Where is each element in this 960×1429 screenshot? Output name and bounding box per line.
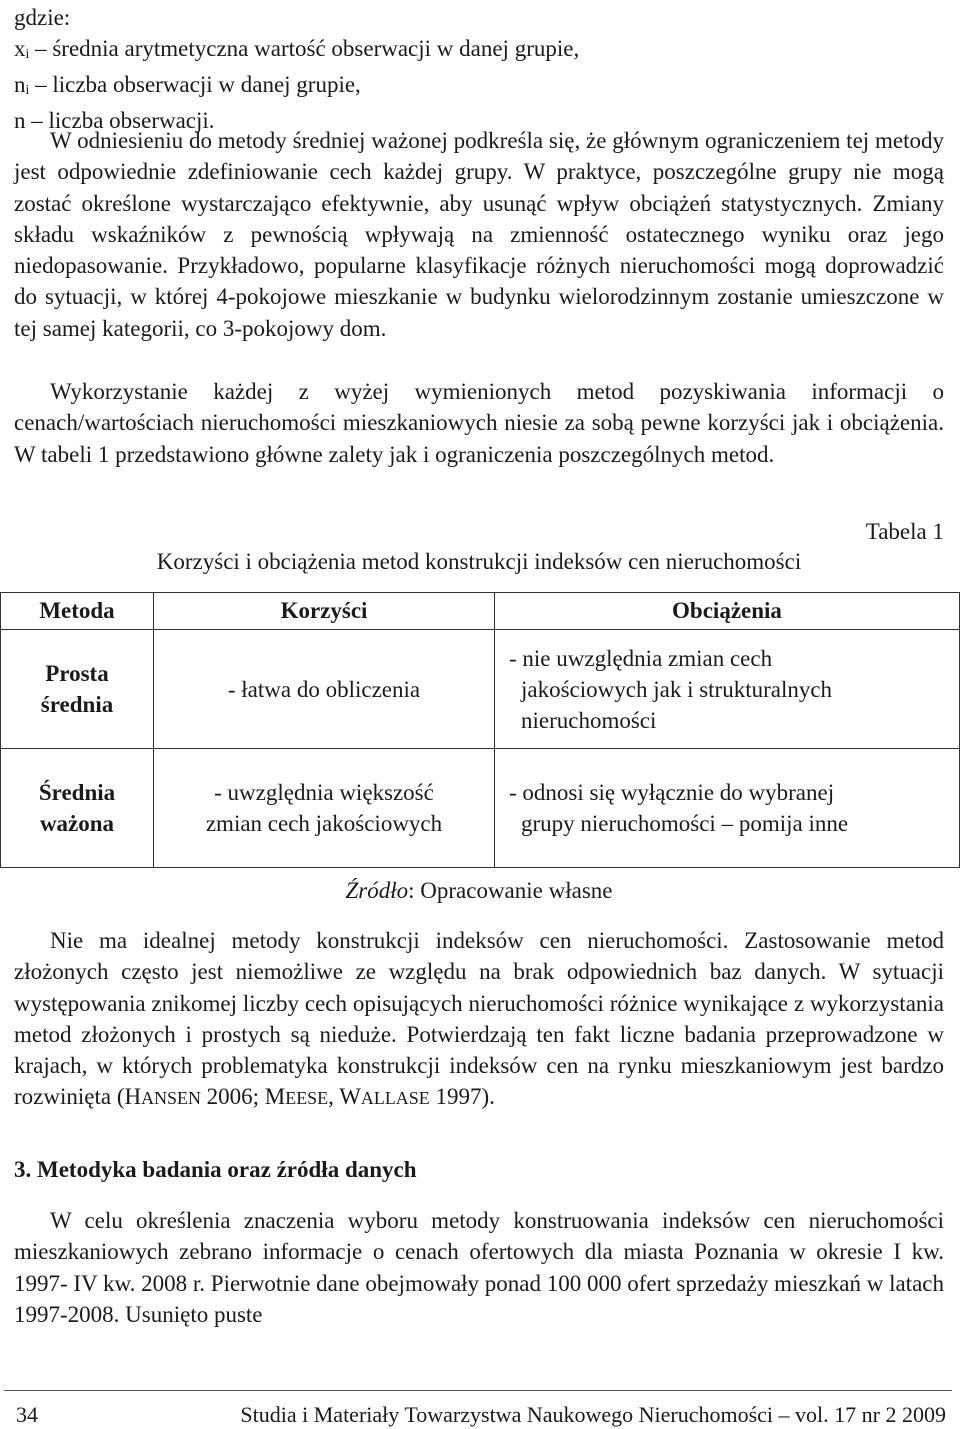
citation-separator: , [328, 1084, 340, 1110]
definition-xi [14, 33, 944, 69]
subscript-i: i [25, 46, 30, 61]
definition-xi-text: – średnia arytmetyczna wartość obserwacji w danej grupie, [29, 36, 580, 61]
section-heading: 3. Metodyka badania oraz źródła danych [14, 1157, 417, 1182]
header-benefits: Korzyści [154, 593, 495, 630]
source-label: Źródło [345, 878, 409, 903]
citation-author: M [264, 1084, 286, 1110]
paragraph-text: Nie ma idealnej metody konstrukcji indeksów cen nieruchomości. Zastosowanie metod złożonych często jest niemożliwe ze względu na brak odpowiednich baz danych. W sytuacji występowania znikomej liczby cech opisujących nieruchomości różnice wynikające z wykorzystania metod złożonych i prostych są nieduże. Potwierdzają ten fakt liczne badania przeprowadzone w krajach, w których problematyka konstrukcji indeksów cen na rynku mieszkaniowym jest bardzo rozwinięta ( [14, 928, 944, 1110]
citation-year: 2006; [200, 1084, 265, 1110]
paragraph-weighted-mean: W odniesieniu do metody średniej ważonej podkreśla się, że głównym ograniczeniem tej metody jest odpowiednie zdefiniowanie cech każdej grupy. W praktyce, poszczególne grupy nie mogą zostać określone wystarczająco efektywnie, aby usunąć wpływ obciążeń statystycznych. Zmiany składu wskaźników z pewnością wpływają na zmienność ostatecznego wyniku oraz jego niedopasowanie. Przykładowo, popularne klasyfikacje różnych nieruchomości mogą doprowadzić do sytuacji, w której 4-pokojowe mieszkanie w budynku wielorodzinnym zostanie umieszczone w tej samej kategorii, co 3-pokojowy dom. [14, 128, 944, 341]
header-burdens: Obciążenia [495, 593, 960, 630]
method-cell [1, 749, 154, 868]
table-row [1, 749, 960, 868]
header-method: Metoda [1, 593, 154, 630]
paragraph-methodology: W celu określenia znaczenia wyboru metody konstruowania indeksów cen nieruchomości mieszkaniowych zebrano informacje o cenach ofertowych dla miasta Poznania w okresie I kw. 1997- IV kw. 2008 r. Pierwotnie dane obejmowały ponad 100 000 ofert sprzedaży mieszkań w latach 1997-2008. Usunięto puste [14, 1208, 944, 1327]
table-header-row [1, 593, 960, 630]
citation-author-smallcaps: ALLASE [360, 1088, 430, 1109]
citation-year: 1997). [429, 1084, 495, 1110]
page-number: 34 [16, 1402, 38, 1427]
citation-author: W [339, 1084, 361, 1110]
table-caption: Korzyści i obciążenia metod konstrukcji indeksów cen nieruchomości [156, 549, 802, 574]
symbol-n: n [14, 72, 26, 97]
table-row [1, 630, 960, 749]
method-line: Średnia [38, 780, 116, 805]
paragraph-methods-summary: Wykorzystanie każdej z wyżej wymienionych metod pozyskiwania informacji o cenach/wartościach nieruchomości mieszkaniowych niesie za sobą pewne korzyści jak i obciążenia. W tabeli 1 przedstawiono główne zalety jak i ograniczenia poszczególnych metod. [14, 379, 944, 467]
benefit-cell [154, 630, 495, 749]
footer-divider [4, 1390, 952, 1391]
benefit-line: - łatwa do obliczenia [227, 676, 421, 702]
methods-table [0, 592, 960, 868]
source-text: : Opracowanie własne [408, 878, 613, 903]
variable-definitions [14, 2, 944, 136]
definition-ni-text: – liczba obserwacji w danej grupie, [29, 72, 361, 97]
burden-cell [495, 749, 960, 868]
burden-line: grupy nieruchomości – pomija inne [521, 811, 849, 836]
burden-line: nieruchomości [521, 707, 657, 733]
table-source [14, 878, 944, 904]
benefit-cell [154, 749, 495, 868]
method-cell [1, 630, 154, 749]
journal-footer: Studia i Materiały Towarzystwa Naukowego Nieruchomości – vol. 17 nr 2 2009 [240, 1402, 946, 1427]
definition-ni [14, 69, 944, 105]
definition-n: n – liczba obserwacji. [14, 108, 215, 133]
paragraph-no-ideal-method [14, 925, 944, 1115]
citation-author-smallcaps: EESE [285, 1088, 329, 1109]
benefit-line: - uwzględnia większość [214, 780, 434, 805]
citation-author-smallcaps: ANSEN [141, 1088, 201, 1109]
where-label: gdzie: [14, 5, 71, 30]
symbol-x: x [14, 36, 26, 61]
method-line: Prosta [45, 661, 109, 686]
benefit-line: zmian cech jakościowych [205, 811, 443, 836]
burden-line: - nie uwzględnia zmian cech [509, 645, 773, 671]
burden-line: jakościowych jak i strukturalnych [521, 676, 833, 702]
subscript-i: i [25, 82, 30, 97]
burden-line: - odnosi się wyłącznie do wybranej [509, 780, 835, 805]
method-line: średnia [40, 692, 114, 717]
citation-author: H [124, 1084, 142, 1110]
burden-cell [495, 630, 960, 749]
table-number: Tabela 1 [865, 519, 944, 544]
method-line: ważona [39, 811, 115, 836]
